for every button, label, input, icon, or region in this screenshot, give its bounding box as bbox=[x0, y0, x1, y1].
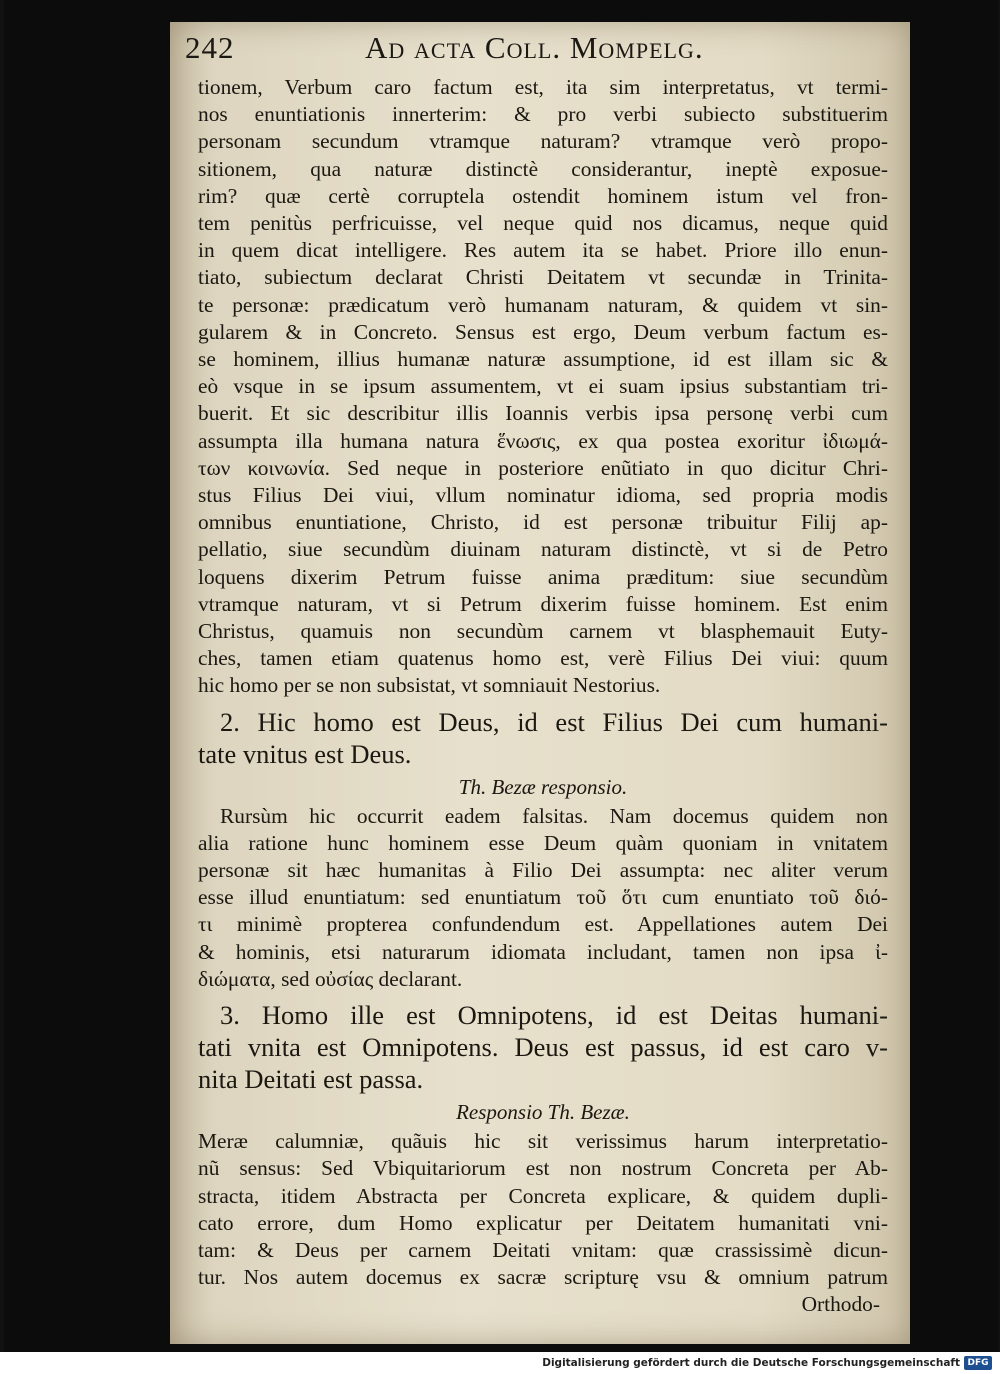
proposition-3 bbox=[198, 999, 888, 1095]
text-line: ches, tamen etiam quatenus homo est, verè Filius Dei viui: quum bbox=[198, 646, 888, 671]
text-line: alia ratione hunc hominem esse Deum quàm quoniam in vnitatem bbox=[198, 830, 888, 855]
response-caption: Th. Bezæ responsio. bbox=[458, 774, 628, 799]
text-line: personæ sit hæc humanitas à Filio Dei assumpta: nec aliter verum bbox=[198, 858, 888, 883]
text-line: buerit. Et sic describitur illis Ioannis verbis ipsa personę verbi cum bbox=[198, 401, 888, 426]
proposition-line: 2. Hic homo est Deus, id est Filius Dei cum humani- bbox=[220, 706, 888, 737]
text-line: eò vsque in se ipsum assumentem, vt ei suam ipsius substantiam tri- bbox=[198, 374, 888, 399]
footer-text: Digitalisierung gefördert durch die Deutsche Forschungsgemeinschaft bbox=[542, 1357, 960, 1369]
text-line: nos enuntiationis innerterim: & pro verbi subiecto substituerim bbox=[198, 102, 888, 127]
text-line: personam secundum vtramque naturam? vtramque verò propo- bbox=[198, 129, 888, 154]
response-2 bbox=[198, 803, 888, 993]
text-line: Meræ calumniæ, quãuis hic sit verissimus harum interpretatio- bbox=[198, 1129, 888, 1154]
text-line: tem penitùs perfricuisse, vel neque quid nos dicamus, neque quid bbox=[198, 211, 888, 236]
text-line: tam: & Deus per carnem Deitati vnitam: quæ crassissimè dicun- bbox=[198, 1237, 888, 1262]
text-line: gularem & in Concreto. Sensus est ergo, Deum verbum factum es- bbox=[198, 319, 888, 344]
catchword: Orthodo- bbox=[801, 1292, 880, 1317]
text-line: pellatio, siue secundùm diuinam naturam distinctè, vt si de Petro bbox=[198, 537, 888, 562]
running-head: Ad acta Coll. Mompelg. bbox=[365, 30, 704, 65]
text-line: των κοινωνία. Sed neque in posteriore enũtiato in quo dicitur Chri- bbox=[198, 455, 888, 480]
text-line: Christus, quamuis non secundùm carnem vt blasphemauit Euty- bbox=[198, 619, 888, 644]
text-line: omnibus enuntiatione, Christo, id est personæ tribuitur Filij ap- bbox=[198, 510, 888, 535]
text-line: tur. Nos autem docemus ex sacræ scripturę vsu & omnium patrum bbox=[198, 1265, 888, 1290]
text-line: cato errore, dum Homo explicatur per Deitatem humanitati vni- bbox=[198, 1210, 888, 1235]
text-line: rim? quæ certè corruptela ostendit hominem istum vel fron- bbox=[198, 183, 888, 208]
proposition-line: tate vnitus est Deus. bbox=[198, 738, 412, 769]
text-line: stracta, itidem Abstracta per Concreta explicare, & quidem dupli- bbox=[198, 1183, 888, 1208]
text-line: esse illud enuntiatum: sed enuntiatum τοῦ ὅτι cum enuntiato τοῦ διό- bbox=[198, 885, 888, 910]
proposition-2 bbox=[198, 706, 888, 770]
page-number: 242 bbox=[185, 30, 235, 65]
text-line: in quem dicat intelligere. Res autem ita se habet. Priore illo enun- bbox=[198, 238, 888, 263]
text-line: διώματα, sed οὐσίας declarant. bbox=[198, 966, 463, 991]
text-line: & hominis, etsi naturarum idiomata includant, tamen non ipsa ἰ- bbox=[198, 939, 888, 964]
text-line: nũ sensus: Sed Vbiquitariorum est non nostrum Concreta per Ab- bbox=[198, 1156, 888, 1181]
proposition-line: 3. Homo ille est Omnipotens, id est Deitas humani- bbox=[220, 1000, 888, 1031]
proposition-line: tati vnita est Omnipotens. Deus est passus, id est caro v- bbox=[198, 1032, 888, 1063]
text-line: tionem, Verbum caro factum est, ita sim interpretatus, vt termi- bbox=[198, 75, 888, 99]
text-line: sitionem, qua naturæ distinctè considerantur, ineptè exposue- bbox=[198, 156, 888, 181]
text-line: hic homo per se non subsistat, vt somniauit Nestorius. bbox=[198, 673, 661, 698]
text-line: assumpta illa humana natura ἕνωσις, ex qua postea exoritur ἰδιωμά- bbox=[198, 428, 888, 453]
text-line: se hominem, illius humanæ naturæ assumptione, id est illam sic & bbox=[198, 347, 888, 372]
response-3 bbox=[198, 1128, 888, 1291]
response-caption: Responsio Th. Bezæ. bbox=[456, 1100, 630, 1125]
dfg-logo-icon: DFG bbox=[964, 1356, 992, 1370]
text-line: vtramque naturam, vt si Petrum dixerim fuisse hominem. Est enim bbox=[198, 591, 888, 616]
digitization-footer bbox=[0, 1352, 1000, 1374]
text-line: Rursùm hic occurrit eadem falsitas. Nam docemus quidem non bbox=[220, 803, 888, 828]
proposition-line: nita Deitati est passa. bbox=[198, 1064, 424, 1095]
text-line: τι minimè propterea confundendum est. Appellationes autem Dei bbox=[198, 912, 888, 937]
main-paragraph bbox=[198, 74, 888, 700]
book-page bbox=[170, 22, 910, 1344]
page-body bbox=[198, 74, 888, 1319]
text-line: stus Filius Dei viui, vllum nominatur idioma, sed propria modis bbox=[198, 483, 888, 508]
text-line: te personæ: prædicatum verò humanam naturam, & quidem vt sin- bbox=[198, 292, 888, 317]
text-line: loquens dixerim Petrum fuisse anima præditum: siue secundùm bbox=[198, 564, 888, 589]
text-line: tiato, subiectum declarat Christi Deitatem vt secundæ in Trinita- bbox=[198, 265, 888, 290]
page-header bbox=[185, 30, 885, 70]
